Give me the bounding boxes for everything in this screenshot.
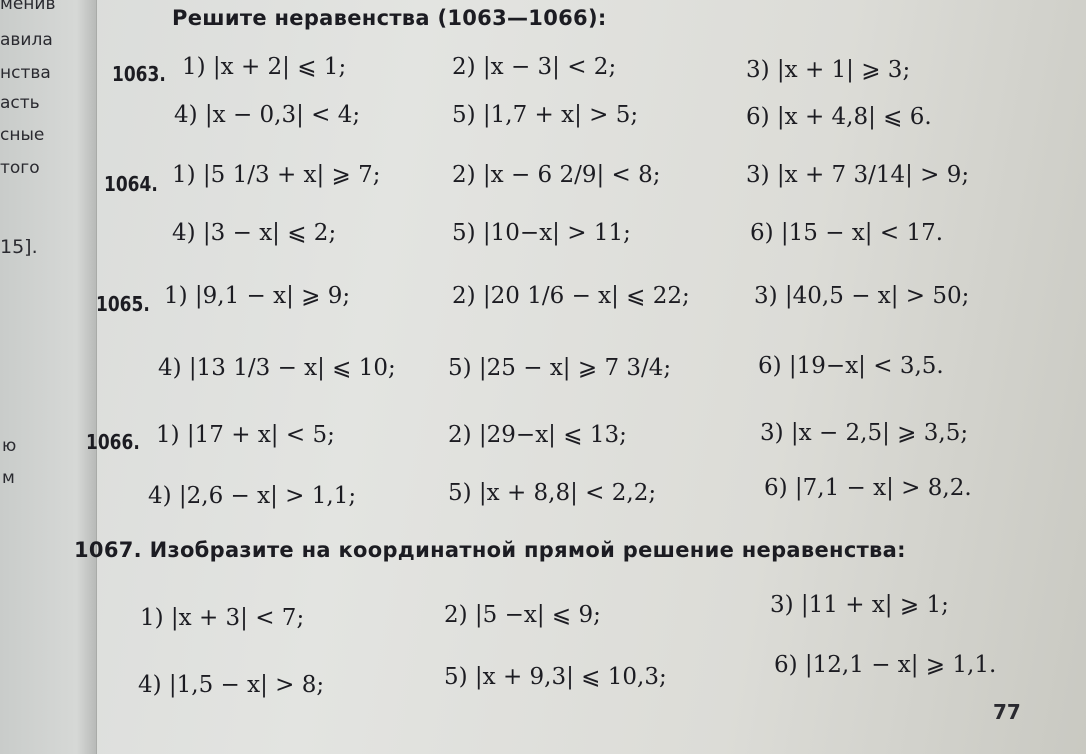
margin-text: того xyxy=(0,158,40,178)
inequality: 2) |29−x| ⩽ 13; xyxy=(448,422,627,448)
inequality: 2) |20 1/6 − x| ⩽ 22; xyxy=(452,283,690,309)
inequality: 4) |1,5 − x| > 8; xyxy=(138,672,325,698)
problem-number: 1066. xyxy=(86,430,140,454)
inequality: 1) |9,1 − x| ⩾ 9; xyxy=(164,283,351,309)
margin-text: м xyxy=(2,468,15,488)
margin-text: нства xyxy=(0,63,51,83)
page-number: 77 xyxy=(993,700,1021,724)
inequality: 2) |x − 6 2/9| < 8; xyxy=(452,162,661,188)
inequality: 6) |15 − x| < 17. xyxy=(750,220,944,246)
problem-number: 1063. xyxy=(112,62,166,86)
inequality: 2) |5 −x| ⩽ 9; xyxy=(444,602,601,628)
problem-number: 1067. xyxy=(74,538,142,562)
margin-text: ю xyxy=(2,436,17,456)
inequality: 5) |1,7 + x| > 5; xyxy=(452,102,639,128)
task-text: Изобразите на координатной прямой решение неравенства: xyxy=(149,538,906,562)
inequality: 6) |x + 4,8| ⩽ 6. xyxy=(746,104,932,130)
inequality: 3) |x + 7 3/14| > 9; xyxy=(746,162,970,188)
inequality: 6) |19−x| < 3,5. xyxy=(758,353,944,379)
inequality: 5) |10−x| > 11; xyxy=(452,220,631,246)
inequality: 5) |25 − x| ⩾ 7 3/4; xyxy=(448,355,672,381)
margin-text: 15]. xyxy=(0,236,38,258)
problem-number: 1065. xyxy=(96,292,150,316)
task-1067-heading xyxy=(74,538,906,562)
inequality: 4) |2,6 − x| > 1,1; xyxy=(148,483,357,509)
problem-number: 1064. xyxy=(104,172,158,196)
page-title: Решите неравенства (1063—1066): xyxy=(172,6,607,30)
previous-page-edge xyxy=(0,0,97,754)
inequality: 2) |x − 3| < 2; xyxy=(452,54,617,80)
inequality: 3) |x + 1| ⩾ 3; xyxy=(746,57,911,83)
inequality: 4) |x − 0,3| < 4; xyxy=(174,102,361,128)
inequality: 6) |7,1 − x| > 8,2. xyxy=(764,475,972,501)
inequality: 3) |x − 2,5| ⩾ 3,5; xyxy=(760,420,969,446)
inequality: 1) |x + 2| ⩽ 1; xyxy=(182,54,347,80)
margin-text: авила xyxy=(0,30,53,50)
inequality: 5) |x + 9,3| ⩽ 10,3; xyxy=(444,664,667,690)
inequality: 1) |5 1/3 + x| ⩾ 7; xyxy=(172,162,381,188)
margin-text: менив xyxy=(0,0,56,14)
inequality: 4) |3 − x| ⩽ 2; xyxy=(172,220,337,246)
inequality: 4) |13 1/3 − x| ⩽ 10; xyxy=(158,355,396,381)
margin-text: сные xyxy=(0,125,45,145)
inequality: 3) |11 + x| ⩾ 1; xyxy=(770,592,949,618)
inequality: 3) |40,5 − x| > 50; xyxy=(754,283,970,309)
margin-text: асть xyxy=(0,93,40,113)
inequality: 1) |17 + x| < 5; xyxy=(156,422,335,448)
inequality: 1) |x + 3| < 7; xyxy=(140,605,305,631)
inequality: 6) |12,1 − x| ⩾ 1,1. xyxy=(774,652,997,678)
inequality: 5) |x + 8,8| < 2,2; xyxy=(448,480,657,506)
